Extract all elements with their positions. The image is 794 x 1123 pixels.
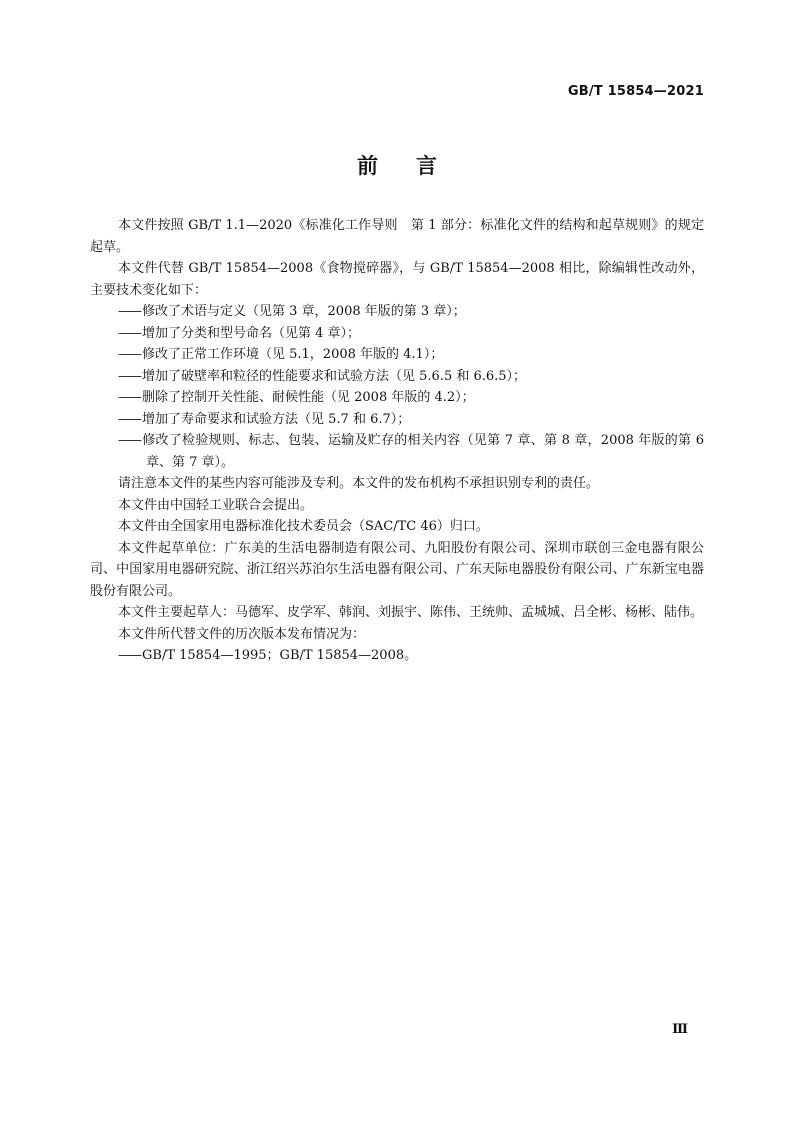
standard-code: GB/T 15854—2021	[567, 84, 704, 99]
change-item: —— 增加了破壁率和粒径的性能要求和试验方法（见 5.6.5 和 6.6.5）；	[90, 366, 704, 388]
change-item: —— 增加了寿命要求和试验方法（见 5.7 和 6.7）；	[90, 409, 704, 431]
paragraph-proposer: 本文件由中国轻工业联合会提出。	[118, 497, 314, 513]
paragraph-drafters: 本文件主要起草人：马德军、皮学军、韩润、刘振宇、陈伟、王统帅、孟城城、吕全彬、杨彬、陆伟。	[118, 605, 704, 620]
page-number: Ⅲ	[672, 1022, 688, 1037]
change-item: —— 增加了分类和型号命名（见第 4 章）；	[90, 323, 704, 345]
paragraph-drafting-units: 本文件起草单位：广东美的生活电器制造有限公司、九阳股份有限公司、深圳市联创三金电器有限公司、中国家用电器研究院、浙江绍兴苏泊尔生活电器有限公司、广东天际电器股份有限公司、广东新宝电器股份有限公司。	[90, 540, 704, 599]
foreword-body	[90, 215, 704, 667]
change-item: —— 修改了正常工作环境（见 5.1，2008 年版的 4.1）；	[90, 344, 704, 366]
paragraph-technical-committee: 本文件由全国家用电器标准化技术委员会（SAC/TC 46）归口。	[118, 519, 489, 534]
paragraph-history-intro: 本文件所代替文件的历次版本发布情况为：	[118, 626, 366, 642]
page-title: 前言	[357, 154, 475, 178]
history-item: —— GB/T 15854—1995；GB/T 15854—2008。	[90, 645, 704, 667]
change-item: —— 修改了检验规则、标志、包装、运输及贮存的相关内容（见第 7 章、第 8 章，2008 年版的第 6 章、第 7 章）。	[90, 430, 704, 473]
paragraph-replacement: 本文件代替 GB/T 15854—2008《食物搅碎器》，与 GB/T 15854—2008 相比，除编辑性改动外，主要技术变化如下：	[90, 261, 704, 298]
change-item: —— 删除了控制开关性能、耐候性能（见 2008 年版的 4.2）；	[90, 387, 704, 409]
change-item: —— 修改了术语与定义（见第 3 章，2008 年版的第 3 章）；	[90, 301, 704, 323]
paragraph-patent-notice: 请注意本文件的某些内容可能涉及专利。本文件的发布机构不承担识别专利的责任。	[118, 476, 600, 491]
paragraph-drafting-rules: 本文件按照 GB/T 1.1—2020《标准化工作导则 第 1 部分：标准化文件的结构和起草规则》的规定起草。	[90, 218, 704, 255]
